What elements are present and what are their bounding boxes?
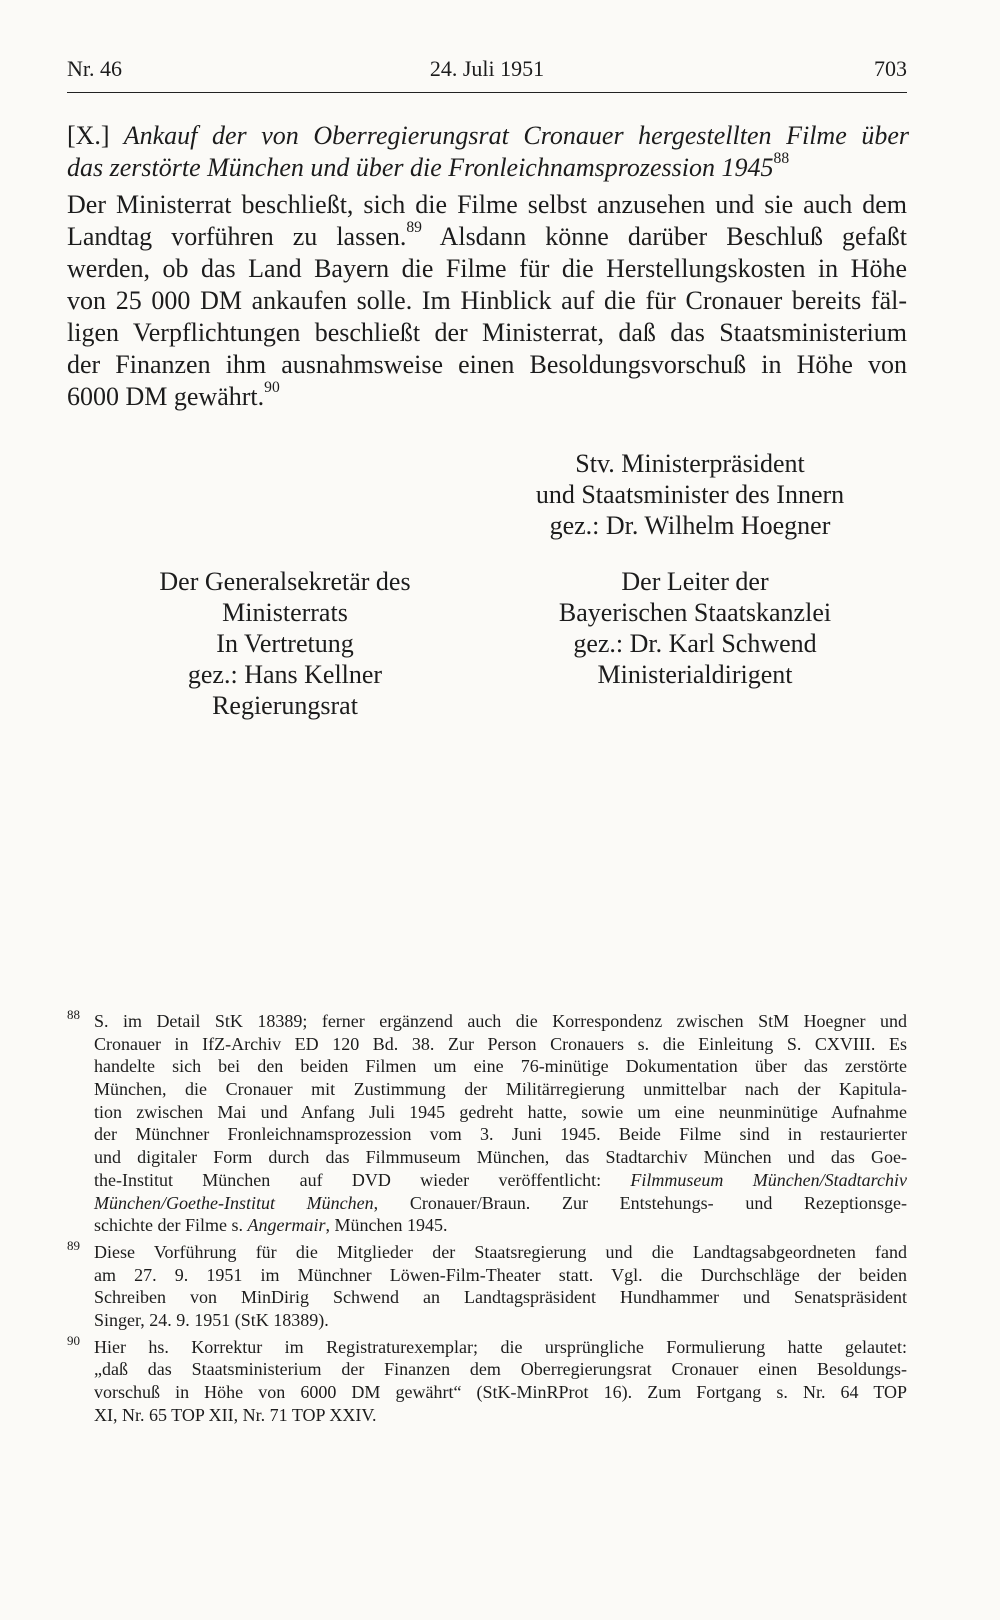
footnote-line [94,1214,907,1237]
body-text: 6000 DM gewährt. [67,382,265,411]
agenda-item-heading [67,120,909,184]
signature-line: Bayerischen Staatskanzlei [558,598,832,627]
body-line: Der Ministerrat beschließt, sich die Filme selbst anzusehen und sie auch dem [67,190,907,219]
footnote-ref-89: 89 [406,219,422,237]
body-line: werden, ob das Land Bayern die Filme für die Herstellungskosten in Höhe [67,254,907,283]
footnote-line [94,1169,907,1192]
footnote-line [94,1192,907,1215]
decision-text [67,189,907,413]
issue-number: Nr. 46 [67,56,122,81]
signature-deputy-prime-minister [500,448,880,541]
footnote-line: XI, Nr. 65 TOP XII, Nr. 71 TOP XXIV. [94,1404,377,1425]
signature-line: Der Leiter der [621,567,769,596]
session-date: 24. Juli 1951 [429,56,545,81]
footnote-89 [67,1237,907,1332]
footnote-text: , München 1945. [325,1215,448,1236]
footnote-line: S. im Detail StK 18389; ferner ergänzend auch die Korrespondenz zwischen StM Hoegner und [94,1011,907,1031]
signature-line: Stv. Ministerpräsident [575,449,805,478]
footnote-italic: Filmmuseum München/Stadtarchiv [630,1169,907,1190]
heading-text: Ankauf der von Oberregierungsrat Cronauer hergestellten Filme über [123,121,910,150]
footnote-line: „daß das Staatsministerium der Finanzen dem Oberregierungsrat Cronauer einen Besoldungs- [94,1359,907,1380]
heading-line [67,152,909,184]
footnote-ref-88: 88 [773,150,790,168]
footnote-mark: 89 [67,1237,80,1253]
footnote-line: der Münchner Fronleichnamsprozession vom 3. Juni 1945. Beide Filme sind in restaurierter [94,1124,907,1145]
signature-line: Ministerrats [222,598,348,627]
footnote-mark: 88 [67,1007,80,1022]
body-line: ligen Verpflichtungen beschließt der Ministerrat, daß das Staatsministerium [67,318,907,347]
heading-text: das zerstörte München und über die Fronleichnamsprozession 1945 [67,153,774,182]
body-line [67,381,907,413]
footnote-text: the-Institut München auf DVD wieder veröffentlicht: [94,1169,631,1190]
footnote-88 [67,1007,908,1237]
footnote-line: Singer, 24. 9. 1951 (StK 18389). [94,1309,329,1330]
signature-line: Der Generalsekretär des [159,567,411,596]
signature-line: Regierungsrat [212,691,358,720]
footnote-line: am 27. 9. 1951 im Münchner Löwen-Film-Theater statt. Vgl. die Durchschläge der beiden [94,1264,907,1285]
signature-line: gez.: Dr. Karl Schwend [573,629,817,658]
item-marker: [X.] [67,121,110,150]
signature-line: gez.: Dr. Wilhelm Hoegner [549,511,831,540]
footnote-italic: München/Goethe-Institut München [94,1192,374,1213]
body-line: der Finanzen ihm ausnahmsweise einen Besoldungsvorschuß in Höhe von [67,350,907,379]
footnotes [67,1007,908,1430]
signature-state-chancellery [515,566,875,690]
page-number: 703 [874,56,907,81]
heading-line [67,120,909,152]
signature-line: In Vertretung [216,629,354,658]
header-rule [67,92,907,93]
footnote-ref-90: 90 [264,379,280,397]
body-text: Landtag vorführen zu lassen. [67,222,407,251]
footnote-line: handelte sich bei den beiden Filmen um eine 76-minütige Dokumentation über das zerstörte [94,1056,907,1077]
signature-general-secretary [130,566,440,721]
body-line [67,221,907,253]
body-text: Alsdann könne darüber Beschluß gefaßt [421,222,908,251]
footnote-90 [67,1332,907,1427]
footnote-line: Cronauer in IfZ-Archiv ED 120 Bd. 38. Zur Person Cronauers s. die Einleitung S. CXVIII. Es [94,1033,907,1054]
footnote-italic: Angermair [247,1215,326,1236]
signature-line: Ministerialdirigent [597,660,793,689]
footnote-line: tion zwischen Mai und Anfang Juli 1945 gedreht hatte, sowie um eine neunminütige Aufnahme [94,1101,907,1122]
footnote-text: , Cronauer/Braun. Zur Entstehungs- und Rezeptionsge- [373,1192,908,1213]
signature-line: gez.: Hans Kellner [187,660,383,689]
body-line: von 25 000 DM ankaufen solle. Im Hinblick auf die für Cronauer bereits fäl- [67,286,907,315]
footnote-text: schichte der Filme s. [94,1215,248,1236]
footnote-mark: 90 [67,1332,80,1348]
footnote-line: Diese Vorführung für die Mitglieder der Staatsregierung und die Landtagsabgeordneten fand [94,1241,907,1262]
footnote-line: Schreiben von MinDirig Schwend an Landtagspräsident Hundhammer und Senatspräsident [94,1287,907,1308]
running-header [67,56,907,90]
footnote-line: und digitaler Form durch das Filmmuseum München, das Stadtarchiv München und das Goe- [94,1147,907,1168]
footnote-line: München, die Cronauer mit Zustimmung der Militärregierung unmittelbar nach der Kapitula- [94,1079,907,1100]
footnote-line: Hier hs. Korrektur im Registraturexemplar; die ursprüngliche Formulierung hatte gelautet: [94,1336,907,1357]
signature-line: und Staatsminister des Innern [535,480,845,509]
footnote-line: vorschuß in Höhe von 6000 DM gewährt“ (StK-MinRProt 16). Zum Fortgang s. Nr. 64 TOP [94,1382,907,1402]
